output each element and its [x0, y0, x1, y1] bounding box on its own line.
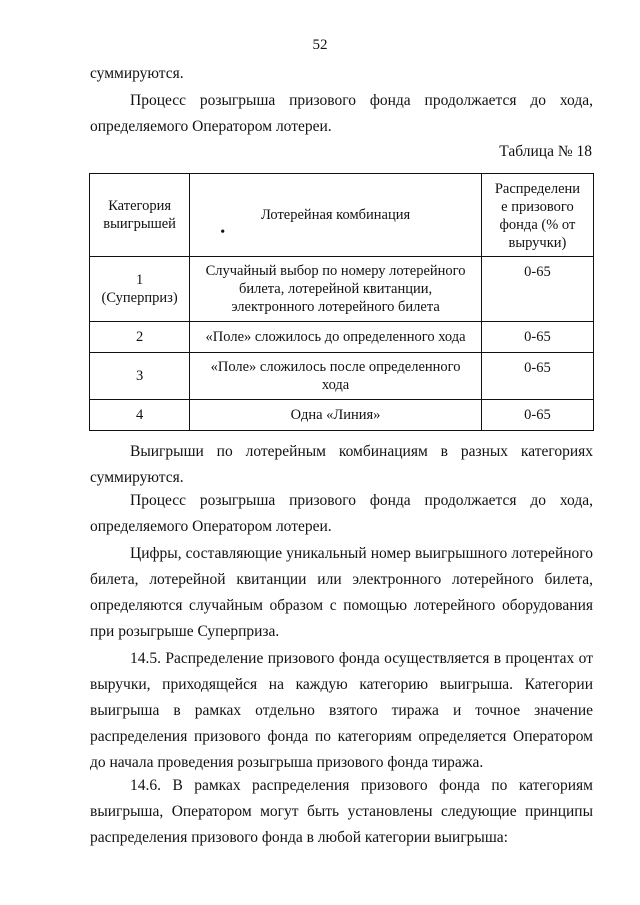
table-row [90, 353, 594, 400]
cell-combination: «Поле» сложилось после определенного хода [190, 353, 482, 400]
prize-distribution-table [89, 173, 594, 431]
paragraph-process: Процесс розыгрыша призового фонда продолжается до хода, определяемого Оператором лотереи. [90, 92, 593, 135]
cell-category: 1 (Суперприз) [90, 257, 190, 322]
cell-category: 3 [90, 353, 190, 400]
header-distribution: Распределени е призового фонда (% от выручки) [481, 174, 593, 257]
cell-combination: Случайный выбор по номеру лотерейного билета, лотерейной квитанции, электронного лотерейного билета [190, 257, 482, 322]
cell-percent: 0-65 [481, 322, 593, 353]
table-caption: Таблица № 18 [499, 143, 592, 160]
page-number: 52 [312, 37, 328, 53]
cell-category: 2 [90, 322, 190, 353]
paragraph-unique-number: Цифры, составляющие уникальный номер выигрышного лотерейного билета, лотерейной квитанции или электронного лотерейного билета, определяются случайным образом с помощью лотерейного оборудования при розыгрыше Суперприза. [90, 545, 593, 640]
cell-combination: «Поле» сложилось до определенного хода [190, 322, 482, 353]
table-header-row [90, 174, 594, 257]
cell-percent: 0-65 [481, 353, 593, 400]
header-category: Категория выигрышей [90, 174, 190, 257]
cell-percent: 0-65 [481, 257, 593, 322]
paragraph-14-6: 14.6. В рамках распределения призового фонда по категориям выигрыша, Оператором могут быть установлены следующие принципы распределения призового фонда в любой категории выигрыша: [90, 777, 593, 846]
table-row [90, 400, 594, 431]
cell-percent: 0-65 [481, 400, 593, 431]
table-row [90, 322, 594, 353]
stray-dot: • [220, 225, 226, 240]
paragraph-continuation: суммируются. [90, 65, 184, 82]
paragraph-14-5: 14.5. Распределение призового фонда осуществляется в процентах от выручки, приходящейся на каждую категорию выигрыша. Категории выигрыша в рамках отдельно взятого тиража и точное значение распределения призового фонда по категориям определяется Оператором до начала проведения розыгрыша призового фонда тиража. [90, 650, 593, 771]
paragraph-winnings-summed: Выигрыши по лотерейным комбинациям в разных категориях суммируются. [90, 443, 593, 486]
paragraph-process-repeat: Процесс розыгрыша призового фонда продолжается до хода, определяемого Оператором лотереи. [90, 492, 593, 535]
table-row [90, 257, 594, 322]
cell-combination: Одна «Линия» [190, 400, 482, 431]
header-combination: Лотерейная комбинация • [190, 174, 482, 257]
cell-category: 4 [90, 400, 190, 431]
